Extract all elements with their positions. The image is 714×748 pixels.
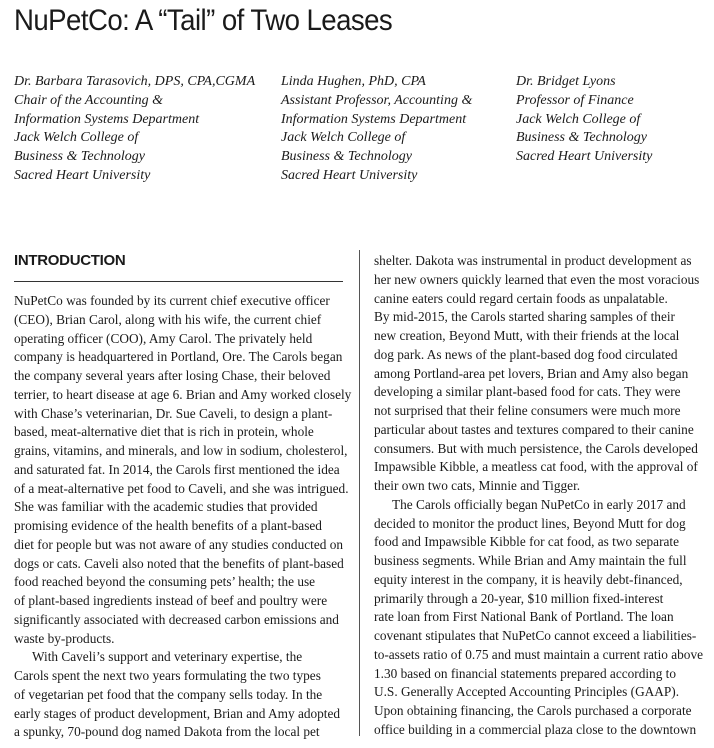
author-line: Business & Technology [14, 149, 145, 165]
text-line: decided to monitor the product lines, Beyond Mutt for dog [374, 515, 686, 531]
text-line: food and Impawsible Kibble for cat food, as two separate [374, 534, 679, 550]
text-line: The Carols officially began NuPetCo in early 2017 and [392, 496, 686, 512]
author-line: Business & Technology [516, 130, 647, 146]
text-line: among Portland-area pet lovers, Brian and Amy also began [374, 365, 689, 381]
text-line: rate loan from First National Bank of Portland. The loan [374, 609, 674, 625]
text-line: company is headquartered in Portland, Ore. The Carols began [14, 349, 343, 365]
text-line: dog park. As news of the plant-based dog food circulated [374, 346, 678, 362]
author-line: Linda Hughen, PhD, CPA [281, 74, 426, 89]
text-line: canine eaters could regard certain foods as unpalatable. [374, 290, 668, 306]
section-heading: INTRODUCTION [14, 252, 126, 269]
text-line: with Chase’s veterinarian, Dr. Sue Caveli, to design a plant- [14, 405, 333, 421]
text-line: a spunky, 70-pound dog named Dakota from the local pet [14, 724, 320, 740]
text-line: With Caveli’s support and veterinary expertise, the [32, 649, 303, 665]
text-line: their own two cats, Minnie and Tigger. [374, 478, 581, 493]
author-line: Jack Welch College of [516, 111, 641, 127]
heading-divider [14, 281, 343, 282]
text-line: primarily through a 20-year, $10 million fixed-interest [374, 590, 664, 606]
text-line: waste by-products. [14, 630, 115, 646]
text-line: and saturated fat. In 2014, the Carols first mentioned the idea [14, 461, 340, 477]
text-line: developing a similar plant-based food for cats. They were [374, 384, 681, 400]
text-line: diet for people but was not aware of any studies conducted on [14, 536, 344, 552]
text-line: Carols spent the next two years formulating the two types [14, 668, 321, 683]
text-line: shelter. Dakota was instrumental in product development as [374, 253, 692, 268]
text-line: Impawsible Kibble, a meatless cat food, with the approval of [374, 459, 698, 475]
text-line: terrier, to heart disease at age 6. Brian and Amy worked closely [14, 386, 352, 402]
author-line: Sacred Heart University [281, 167, 418, 183]
author-block-lyons [516, 73, 652, 167]
text-line: dogs or cats. Caveli also noted that the benefits of plant-based [14, 555, 344, 571]
article-title: NuPetCo: A “Tail” of Two Leases [14, 4, 393, 37]
text-line: of vegetarian pet food that the company sells today. In the [14, 686, 323, 702]
author-line: Dr. Bridget Lyons [516, 74, 616, 89]
text-line: grains, vitamins, and minerals, and low in sodium, cholesterol, [14, 443, 348, 458]
text-line: her new owners quickly learned that even the most voracious [374, 271, 700, 287]
left-column-text [14, 292, 352, 742]
text-line: operating officer (COO), Amy Carol. The privately held [14, 330, 313, 346]
text-line: based, meat-alternative diet that is rich in protein, whole [14, 424, 314, 440]
author-line: Sacred Heart University [516, 149, 653, 165]
text-line: She was familiar with the academic studies that provided [14, 499, 318, 515]
column-divider [359, 250, 360, 736]
author-line: Information Systems Department [14, 111, 200, 127]
text-line: particular about tastes and textures compared to their canine [374, 421, 694, 437]
text-line: significantly associated with decreased carbon emissions and [14, 611, 339, 627]
text-line: business segments. While Brian and Amy maintain the full [374, 553, 687, 568]
text-line: to-assets ratio of 0.75 and must maintain a current ratio above [374, 646, 704, 662]
author-line: Jack Welch College of [281, 130, 406, 146]
right-column-text [374, 252, 708, 740]
author-line: Assistant Professor, Accounting & [281, 92, 473, 108]
text-line: equity interest in the company, it is heavily debt-financed, [374, 571, 683, 587]
text-line: early stages of product development, Brian and Amy adopted [14, 705, 341, 721]
text-line: of a meat-alternative pet food to Caveli, and she was intrigued. [14, 480, 349, 496]
text-line: NuPetCo was founded by its current chief executive officer [14, 293, 330, 308]
text-line: Upon obtaining financing, the Carols purchased a corporate [374, 703, 692, 718]
text-line: office building in a commercial plaza close to the downtown [374, 721, 697, 737]
text-line: not surprised that their feline consumers were much more [374, 403, 681, 418]
author-block-hughen [281, 73, 472, 186]
text-line: U.S. Generally Accepted Accounting Principles (GAAP). [374, 684, 680, 700]
text-line: the company several years after losing Chase, their beloved [14, 368, 331, 383]
text-line: consumers. But with much persistence, the Carols developed [374, 440, 698, 456]
text-line: 1.30 based on financial statements prepared according to [374, 665, 677, 681]
text-line: covenant stipulates that NuPetCo cannot exceed a liabilities- [374, 628, 697, 643]
text-line: of plant-based ingredients instead of beef and poultry were [14, 593, 328, 608]
author-line: Dr. Barbara Tarasovich, DPS, CPA,CGMA [14, 74, 256, 89]
author-line: Information Systems Department [281, 111, 467, 127]
text-line: By mid-2015, the Carols started sharing samples of their [374, 309, 675, 325]
text-line: new creation, Beyond Mutt, with their friends at the local [374, 328, 680, 343]
author-line: Sacred Heart University [14, 167, 151, 183]
author-line: Jack Welch College of [14, 130, 139, 146]
text-line: promising evidence of the health benefits of a plant-based [14, 518, 322, 533]
author-line: Chair of the Accounting & [14, 92, 164, 108]
text-line: (CEO), Brian Carol, along with his wife, the current chief [14, 311, 322, 327]
author-line: Professor of Finance [516, 92, 634, 108]
author-line: Business & Technology [281, 149, 412, 165]
text-line: food reached beyond the consuming pets’ health; the use [14, 574, 316, 590]
author-block-tarasovich [14, 73, 255, 186]
